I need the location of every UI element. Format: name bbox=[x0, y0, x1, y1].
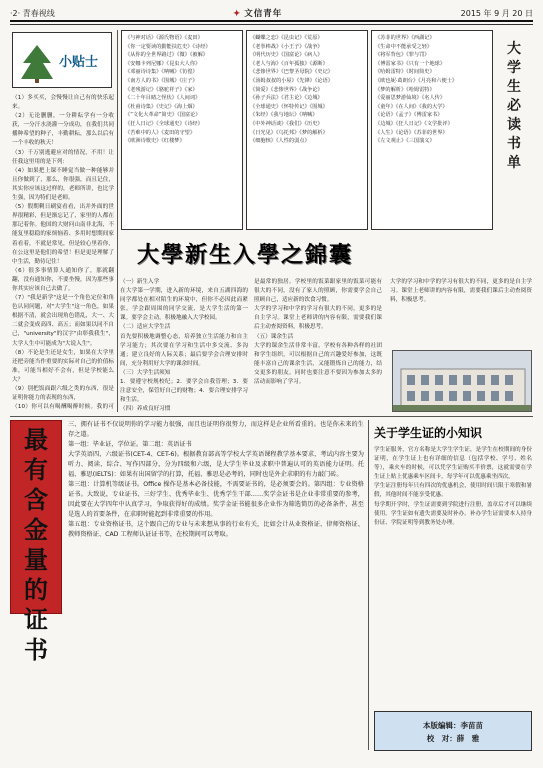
book-list-line: 《苏菲的世界》《西湖记》 bbox=[375, 35, 435, 41]
editor-name: 李苗苗 bbox=[460, 721, 483, 730]
book-list-line: 《爱丽思梦游仙境》《名人传》 bbox=[375, 95, 446, 102]
book-list-line: 《欧也妮·葛朗台》《月亮和六便士》 bbox=[375, 77, 458, 84]
certificates-paragraph: 第一组：毕业证，学位证。第二组：英语证书 bbox=[68, 441, 192, 448]
tips-paragraph: （7）"我是新学"这是一个角色定位和角色认同问题，对"大学生"这一角色，如果根据不清，就会出现角色错乱，大一、大二就会变成高四、高五；而如果以同不自己，"university"的汉字"由彰我我生"，大学人生中可能成为"大说入生"。 bbox=[12, 295, 114, 347]
article-paragraph: 是最常的独居。学校里的饭菜跟家里的饭菜可能有很大的不同，没有了家人的照顾，你需要学会自己照顾自己，适应新的饮食习惯。 bbox=[254, 279, 382, 304]
logo-mark-icon: ✦ bbox=[233, 9, 242, 19]
book-list-line: 《中外神话谈》《我们》《历史》 bbox=[250, 120, 323, 127]
certificates-paragraph: 大学英语四、六级证书(CET-4、CET-6)。根据教育部高等学校大学英语课程教学基本要求，考试内容主要为听力、阅读、综合、写作四部分，分为四级和六级，是大学生毕业及求职中普遍认可的英语能力证明。托福、雅思(IELTS)：如果有出国留学的打算，托福、雅思是必考的，同时也是外企求职的有力敲门砖。 bbox=[68, 451, 364, 478]
proof-line bbox=[375, 732, 531, 745]
tips-paragraph: （8）不论是生还是女生，如果在大学里还把旁能当作重要的实际对自己的价值标准，可能当相好不会有，但是学校能么大？ bbox=[12, 349, 114, 383]
book-list-line: 《简爱》《悲惨世界》《战争论》 bbox=[250, 86, 323, 93]
campus-building-illustration bbox=[393, 351, 532, 412]
issue-date: 2015 年 9 月 20 日 bbox=[460, 8, 533, 18]
book-list-line: 《汤姆叔叔的小屋》《先锋》《论语》 bbox=[250, 77, 333, 84]
book-list-line: 《傅雷家书》《只有一个地球》 bbox=[375, 60, 446, 67]
article-column bbox=[254, 278, 382, 414]
book-list-line: 《哈姆雷特》《时间简史》 bbox=[375, 69, 435, 76]
section-divider bbox=[10, 416, 533, 417]
book-list-line: 《二十年目睹之怪状》《人间词》 bbox=[125, 95, 201, 102]
book-list-line: 《全球通史》《怀特传记》《围城》 bbox=[250, 103, 328, 110]
article-paragraph: （四）养成良好习惯 bbox=[120, 406, 171, 413]
masthead bbox=[10, 6, 533, 22]
tips-title-box bbox=[12, 32, 112, 88]
book-list-column bbox=[246, 30, 368, 230]
editor-label: 本版编辑： bbox=[423, 721, 461, 730]
tips-paragraph: （2）无论删删，一分耕耘学有一分收获，一分汗水浇灌一分成功，在我们共同播种希望的种子，丰勤耕耘，那么以后有一个丰收的秋天！ bbox=[12, 113, 114, 147]
book-list-line: 《梦的解析》《哈姆雷特》 bbox=[375, 86, 435, 93]
book-list-line: 《老拳棒战》《小王子》《战争》 bbox=[250, 43, 323, 50]
book-list-line: 《悲惨世界》《巴黎圣母院》《史记》 bbox=[250, 69, 333, 76]
tips-paragraph: （6）很多事情算人通知你了，那就翻翻，没有通知你，不要坐慢，因为那些事你其实应该自己去做了。 bbox=[12, 267, 114, 292]
article-paragraph: 在大学第一学期，进入新的环境，来自五湖四海的同学都处在相对陌生的环境中，但你不必因此而紧张。学会跟周围的同学交流，是大学生活的第一课。要学会主动，积极地融入大学校园。 bbox=[120, 288, 248, 322]
main-headline: 大學新生入學之錦囊 bbox=[136, 242, 353, 268]
about-column bbox=[374, 446, 532, 706]
book-list-line: 《南方人的书》《围城》《庄子》 bbox=[125, 77, 198, 84]
article-paragraph: （五）课余生活 bbox=[254, 333, 294, 340]
article-paragraph: 大学的学习和中学的学习有很大的不同，更多的是自主学习。课堂上老师讲的内容有限，需要我们课后主动查阅资料，积极思考。 bbox=[390, 279, 532, 304]
tips-paragraph: （3）千万别逃避应对的情况，不用！让任我这里用的是下列： bbox=[12, 149, 114, 165]
book-list-title: 大学生必读书单 bbox=[507, 41, 521, 171]
book-list-line: 《欧洲诗歌史》《红楼梦》 bbox=[125, 138, 185, 145]
tips-paragraph: （9）别把饭面跟六级之类的东西，很是证明你能力的表现的东西， bbox=[12, 386, 114, 402]
certificates-title: 最有含金量的证书 bbox=[24, 425, 48, 664]
logo-text: 文信青年 bbox=[244, 9, 283, 19]
book-list-line: 《将军背包》《罪与罚》 bbox=[375, 52, 430, 59]
book-list-line: 《狂人日记》《全球通史》《诗经》 bbox=[125, 120, 203, 127]
book-list-line: 《边城》《狂人日记》《文学批评》 bbox=[375, 120, 453, 127]
book-list-column bbox=[371, 30, 493, 230]
tips-paragraph: （1）多买买，会慢慢让自己有的快乐起来。 bbox=[12, 95, 114, 111]
credits-box bbox=[374, 711, 532, 751]
tips-paragraph: （5）假期剩日刷宴看看，出并外面的世界很精彩，但是渐忘记了，家里的人都在那记着你。他国的大财问山南非北海，不能复里稳稳的家烦恼着、多用时想期间家着看着，不就是常见，但是较心里着你，在公这里是他们的希望！但是更是理解了中生活，勤待记住！ bbox=[12, 204, 114, 265]
book-list-line: 《生命中不能承受之轻》 bbox=[375, 43, 433, 50]
pine-tree-icon bbox=[19, 43, 55, 83]
article-paragraph: 1．要遵守校规校纪；2．要学会自我管理；3．要注意安全，保管好自己的财物；4．要合理安排学习和生活。 bbox=[120, 379, 248, 404]
article-paragraph: 首先要积极地调整心态，培养独立生活能力和自主学习能力；其次要在学习和生活中多交流、多沟通；建立良好的人际关系；最后要学会合理安排时间，充分利用好大学的课余时间。 bbox=[120, 333, 248, 367]
book-list-line: 《蝴蝶之恋》《昆虫记》《荒原》 bbox=[250, 35, 323, 41]
certificates-title-box bbox=[10, 420, 62, 664]
certificates-paragraph: 第五组：专业资格证书，这个跟自己的专业与未来想从事的行业有关，比如会计从业资格证、律师资格证、教师资格证、CAD 工程师认证证书等，在校期间可以考取。 bbox=[68, 521, 364, 538]
section-label: ·2· 青春视线 bbox=[10, 8, 55, 18]
tips-column bbox=[12, 94, 114, 412]
book-list-line: 《明代历史》《国富论》《病人》 bbox=[250, 52, 323, 59]
book-list-line: 《苦难中的人》《麦田的守望》 bbox=[125, 129, 196, 136]
tips-paragraph: （10）你可以有喝酬喝醉时候。我的可 bbox=[12, 404, 114, 411]
article-paragraph: 大学的课余生活非常丰富，学校有各种各样的社团和学生组织，可以根据自己的兴趣爱好参加，这既能丰富自己的课余生活，又能锻炼自己的能力，结交更多的朋友。同时也要注意不要因为参加太多的活动而影响了学习。 bbox=[254, 342, 382, 386]
book-list-line: 《你一定要读的勤能扶危史》《诗经》 bbox=[125, 43, 211, 50]
book-list-line: 《从你的全世界路过》《微》《被解》 bbox=[125, 52, 208, 59]
article-column bbox=[120, 278, 248, 414]
book-list-line: 《老残游记》《骆驼祥子》《家》 bbox=[125, 86, 198, 93]
tips-paragraph: （4）如果把上课不睡觉当做一种能够并且你做到了，那么，你很强，而且记住，其实你应该这过样的，老师所讲，也比学生强，因为特们是老师。 bbox=[12, 167, 114, 202]
book-list-line: 《朱经》《我与地坛》《呐喊》 bbox=[250, 112, 318, 119]
article-paragraph: （三）大学生活须知 bbox=[120, 369, 171, 376]
certificates-paragraph: 三、拥有证书不仅说明你的学习能力很强，而且也证明你很努力，而这样是企业所看重的。也是你未来的生存之道。 bbox=[68, 421, 364, 438]
book-list-line: 《杜甫诗集》《史记》《海上烟》 bbox=[125, 103, 198, 110]
book-list-line: 《“文化大革命”简史》《国富论》 bbox=[125, 112, 201, 119]
column-divider bbox=[368, 420, 369, 750]
about-title: 关于学生证的小知识 bbox=[374, 426, 483, 440]
book-list-line: 《老人与海》《百年孤独》《源断》 bbox=[250, 60, 328, 67]
book-list-line: 《论语》《孟子》《傅雷家书》 bbox=[375, 112, 443, 119]
certificates-paragraph: 第三组：计算机等级证书。Office 操作是基本必备技能，不需要证书的，是必须要会的。第四组：专业资格证书。大致说，专业证书、三好学生、优秀毕业生、优秀学生干部……奖学金证书是企业非常重要的参考，因此要在大学四年中认真学习，争取获得好的成绩。奖学金证书能很多企业作为筛选简历的必备条件，甚至是选人的首要条件，在求职时能起到非常重要的作用。 bbox=[68, 481, 364, 518]
about-paragraph: 学生证注册每年只有四次的优惠机会，使用时间只限于寒假和暑假，其他时间不能享受优惠。 bbox=[374, 483, 532, 499]
article-paragraph: （二）适应大学生活 bbox=[120, 324, 171, 331]
certificates-column bbox=[68, 420, 364, 750]
book-list-line: 《童年》《在人间》《我的大学》 bbox=[375, 103, 448, 110]
article-paragraph: 大学的学习和中学的学习有很大的不同，更多的是自主学习。课堂上老师讲的内容有限，需要我们课后主动查阅资料，积极思考。 bbox=[254, 306, 382, 331]
about-paragraph: 每学期开学时，学生证需要到学院进行注册，盖章后才可以继续使用。学生证如有遗失需要及时补办。补办学生证需要本人持身份证、学院证明等到教务处办理。 bbox=[374, 501, 532, 526]
masthead-rule bbox=[10, 24, 533, 25]
book-list-line: 《细胞核》《人性的弱点》 bbox=[250, 138, 310, 145]
column-divider bbox=[117, 30, 118, 412]
about-paragraph: 学生证服务，官方名称是大学生学生证，是学生在校期间的身份证明，在学生证上也有详细的信息（包括学校、学号、姓名等），乘火车的时候，可以凭学生证购买半价票，这就需要在学生证上贴上优惠乘车区间卡，每学年可以优惠乘坐四次。 bbox=[374, 447, 532, 481]
book-list-line: 《安娜卡列尼娜》《昆虫大人你》 bbox=[125, 60, 201, 67]
proof-label: 校 对： bbox=[426, 734, 457, 743]
newspaper-logo bbox=[233, 7, 282, 19]
editor-line bbox=[375, 719, 531, 732]
article-column bbox=[390, 278, 532, 348]
book-list-line: 《邓丽诗诗集》《呐喊》《彷徨》 bbox=[125, 69, 198, 76]
article-paragraph: （一）新生入学 bbox=[120, 279, 160, 285]
tips-title: 小贴士 bbox=[59, 55, 99, 70]
book-list-line: 《日光见》《乌托邦》《梦的解析》 bbox=[250, 129, 328, 136]
book-list-line: 《孙子兵法》《君主论》《边城》 bbox=[250, 95, 323, 102]
book-list-column bbox=[121, 30, 243, 230]
proof-name: 薛 雅 bbox=[456, 734, 480, 743]
campus-photo bbox=[392, 350, 532, 412]
book-list-line: 《与神对话》《源氏物语》《麦田》 bbox=[125, 35, 203, 41]
book-list-line: 《人生》《论语》《苏菲的世界》 bbox=[375, 129, 448, 136]
book-list-line: 《左文观止》《三国演义》 bbox=[375, 138, 435, 145]
